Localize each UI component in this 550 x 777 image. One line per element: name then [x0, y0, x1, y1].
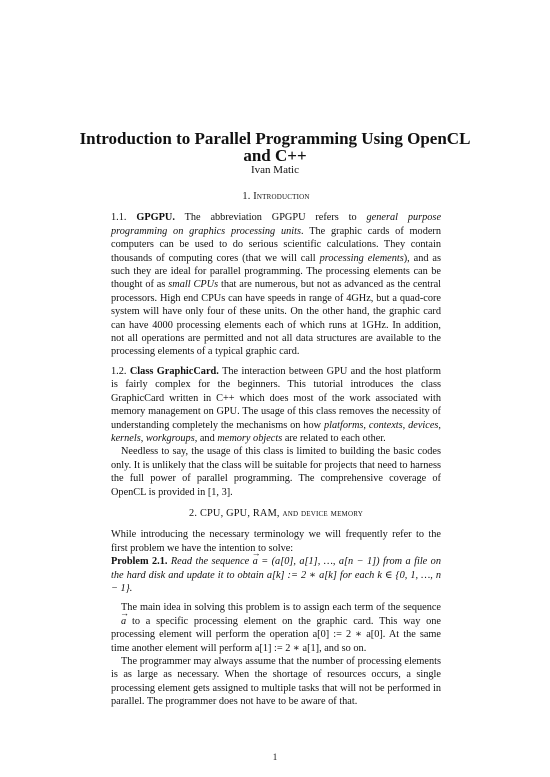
emphasis: memory objects: [217, 432, 283, 444]
emphasis: general purpose programming on graphics processing units: [111, 212, 442, 237]
subsection-number: 1.1.: [111, 212, 127, 224]
text: ,: [402, 419, 406, 431]
page-number: 1: [272, 752, 278, 762]
subsection-heading: Class GraphicCard.: [129, 365, 219, 377]
emphasis: small CPUs: [168, 279, 219, 291]
problem-heading: Problem 2.1.: [111, 556, 168, 568]
subsection-heading: GPGPU.: [136, 212, 175, 224]
paragraph-2-2: The programmer may always assume that the number of processing elements is as large as necessary. When the shortage of resources occurs, a single processing element gets assigned to multiple tasks that will not be performed in parallel. The programmer does not have to be aware of that.: [111, 656, 441, 708]
subsection-number: 1.2.: [111, 365, 127, 377]
emphasis: processing elements: [319, 252, 404, 264]
section-number: 2.: [189, 507, 198, 519]
text: ), and as such they are ideal for parallel programming. The processing elements can be thought of as: [111, 252, 441, 291]
paragraph-2-intro: While introducing the necessary terminology we will frequently refer to the first problem we have the intention to solve:: [111, 529, 441, 554]
text: that are numerous, but not as advanced as the central processors. High end CPUs can have speeds in range of 4GHz, but a quad-core system will have only four of these units. On the other hand, the graphic card can have 4000 processing elements each of which runs at 1GHz. In addition, not all operations are permitted and not all data structures are available to the processing elements of a typical graphic card.: [111, 279, 442, 358]
text: The interaction between GPU and the host platform is fairly complex for the beginners. This tutorial introduces the class GraphicCard written in C++ which does most of the work associated with memory management on GPU. The usage of this class removes the necessity of understanding completely the mechanisms on how: [111, 365, 441, 431]
problem-2-1: [111, 555, 441, 595]
text: ,: [140, 432, 144, 444]
emphasis: contexts: [368, 419, 403, 431]
text: = (a[0], a[1], …, a[n − 1]) from a file on the hard disk and update it to obtain a[k] := 2 ∗ a[k] for each k ∈ {0, 1, …, n − 1}.: [111, 556, 441, 594]
text: , and: [194, 432, 215, 444]
vector-a: → a: [253, 555, 258, 568]
text: ,: [363, 419, 366, 431]
emphasis: workgroups: [145, 432, 195, 444]
paper-body: [111, 190, 441, 709]
text: to a specific processing element on the graphic card. This way one processing element will perform the operation a[0] := 2 ∗ a[0]. At the same time another element will perform a[1] := 2 ∗ a[1], and so on.: [111, 615, 442, 654]
section-title: CPU, GPU, RAM, and device memory: [199, 507, 363, 519]
section-heading-1: [111, 190, 441, 203]
title-line-1: Introduction to Parallel Programming Using OpenCL: [79, 129, 471, 148]
text: Read the sequence: [170, 556, 250, 568]
paragraph-1-2: [111, 365, 441, 445]
paper-title: [60, 130, 490, 164]
section-title: Introduction: [253, 191, 310, 202]
title-line-2: and C++: [243, 146, 307, 165]
emphasis: kernels: [111, 432, 141, 444]
section-heading-2: [111, 507, 441, 520]
paragraph-1-1: [111, 211, 441, 358]
text: The abbreviation GPGPU refers to: [184, 212, 357, 224]
text: ,: [438, 419, 441, 431]
emphasis: devices: [408, 419, 439, 431]
author-name: Ivan Matic: [251, 164, 299, 176]
text: . The graphic cards of modern computers can be used to do serious scientific calculations. They contain thousands of computing cores (that we will call: [111, 225, 441, 264]
text: are related to each other.: [284, 432, 386, 444]
paragraph-1-2-b: Needless to say, the usage of this class is limited to building the basic codes only. It is unlikely that the class will be suitable for projects that need to harness the full power of parallel programming. The comprehensive coverage of OpenCL is provided in [1, 3].: [111, 446, 441, 498]
paragraph-2-1: [111, 601, 441, 655]
emphasis: platforms: [323, 419, 364, 431]
text: The main idea in solving this problem is to assign each term of the sequence: [121, 602, 441, 614]
section-number: 1.: [242, 191, 251, 202]
vector-a: → a: [111, 615, 126, 628]
